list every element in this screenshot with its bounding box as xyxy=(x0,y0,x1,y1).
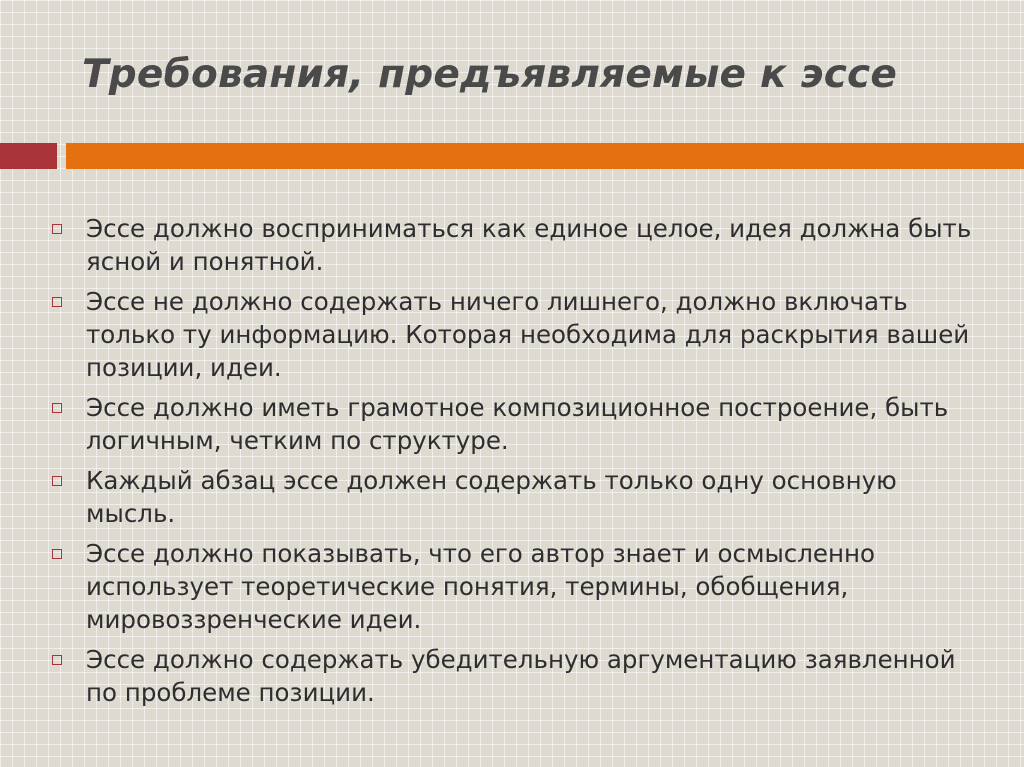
square-bullet-icon xyxy=(52,403,62,413)
divider-orange-bar xyxy=(66,143,1024,169)
bullet-text: Эссе должно иметь грамотное композиционное построение, быть логичным, четким по структуре. xyxy=(86,393,949,455)
list-item xyxy=(48,212,978,278)
bullet-text: Эссе должно показывать, что его автор знает и осмысленно использует теоретические понятия, термины, обобщения, мировоззренческие идеи. xyxy=(86,539,876,634)
list-item xyxy=(48,537,978,636)
list-item xyxy=(48,464,978,530)
bullet-text: Эссе не должно содержать ничего лишнего, должно включать только ту информацию. Которая необходима для раскрытия вашей позиции, идеи. xyxy=(86,287,970,382)
divider-red-block xyxy=(0,143,57,169)
square-bullet-icon xyxy=(52,549,62,559)
square-bullet-icon xyxy=(52,297,62,307)
bullet-list xyxy=(48,212,978,716)
list-item xyxy=(48,391,978,457)
bullet-text: Эссе должно содержать убедительную аргументацию заявленной по проблеме позиции. xyxy=(86,645,956,707)
square-bullet-icon xyxy=(52,224,62,234)
square-bullet-icon xyxy=(52,476,62,486)
slide-title: Требования, предъявляемые к эссе xyxy=(82,52,898,97)
title-divider xyxy=(0,143,1024,169)
bullet-text: Эссе должно восприниматься как единое целое, идея должна быть ясной и понятной. xyxy=(86,214,972,276)
list-item xyxy=(48,285,978,384)
list-item xyxy=(48,643,978,709)
square-bullet-icon xyxy=(52,655,62,665)
bullet-text: Каждый абзац эссе должен содержать только одну основную мысль. xyxy=(86,466,897,528)
